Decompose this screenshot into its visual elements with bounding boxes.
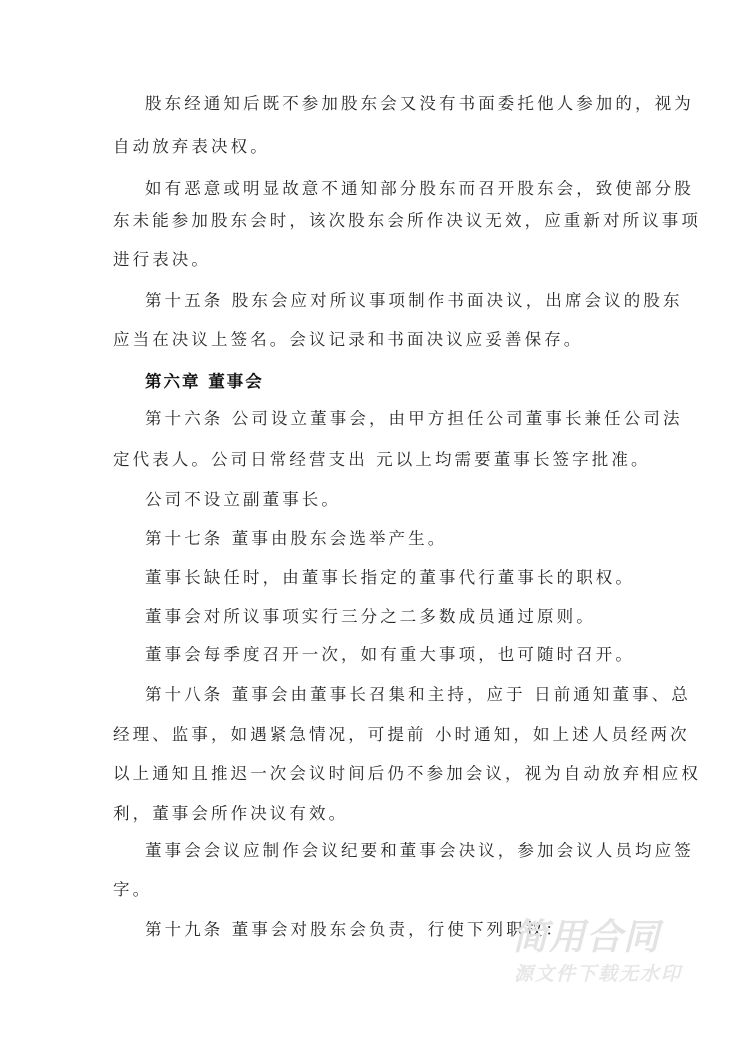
watermark-subtitle: 源文件下载无水印 — [514, 963, 683, 985]
paragraph-line: 利，董事会所作决议有效。 — [113, 804, 349, 823]
paragraph-line: 自动放弃表决权。 — [113, 137, 270, 156]
paragraph-line: 公司不设立副董事长。 — [145, 490, 341, 509]
chapter-6-heading: 第六章 董事会 — [145, 372, 264, 391]
paragraph-line: 如有恶意或明显故意不通知部分股东而召开股东会，致使部分股 — [145, 179, 694, 198]
watermark-title: 简用合同 — [512, 917, 661, 958]
paragraph-line: 进行表决。 — [113, 250, 211, 269]
article-15-line: 第十五条 股东会应对所议事项制作书面决议，出席会议的股东 — [145, 291, 683, 310]
paragraph-line: 经理、监事，如遇紧急情况，可提前 小时通知，如上述人员经两次 — [113, 725, 690, 744]
paragraph-line: 字。 — [113, 880, 153, 899]
paragraph-line: 董事会会议应制作会议纪要和董事会决议，参加会议人员均应签 — [145, 841, 694, 860]
article-19-line: 第十九条 董事会对股东会负责，行使下列职权： — [145, 920, 565, 939]
article-17-line: 第十七条 董事由股东会选举产生。 — [145, 529, 448, 548]
paragraph-line: 以上通知且推迟一次会议时间后仍不参加会议，视为自动放弃相应权 — [113, 764, 701, 783]
paragraph-line: 董事会每季度召开一次，如有重大事项，也可随时召开。 — [145, 645, 635, 664]
paragraph-line: 董事会对所议事项实行三分之二多数成员通过原则。 — [145, 607, 596, 626]
paragraph-line: 应当在决议上签名。会议记录和书面决议应妥善保存。 — [113, 330, 584, 349]
paragraph-line: 股东经通知后既不参加股东会又没有书面委托他人参加的，视为 — [145, 94, 694, 113]
paragraph-line: 东未能参加股东会时，该次股东会所作决议无效，应重新对所议事项 — [113, 211, 701, 230]
paragraph-line: 董事长缺任时，由董事长指定的董事代行董事长的职权。 — [145, 568, 635, 587]
article-18-line: 第十八条 董事会由董事长召集和主持，应于 日前通知董事、总 — [145, 685, 691, 704]
paragraph-line: 定代表人。公司日常经营支出 元以上均需要董事长签字批准。 — [113, 450, 651, 469]
article-16-line: 第十六条 公司设立董事会，由甲方担任公司董事长兼任公司法 — [145, 409, 683, 428]
